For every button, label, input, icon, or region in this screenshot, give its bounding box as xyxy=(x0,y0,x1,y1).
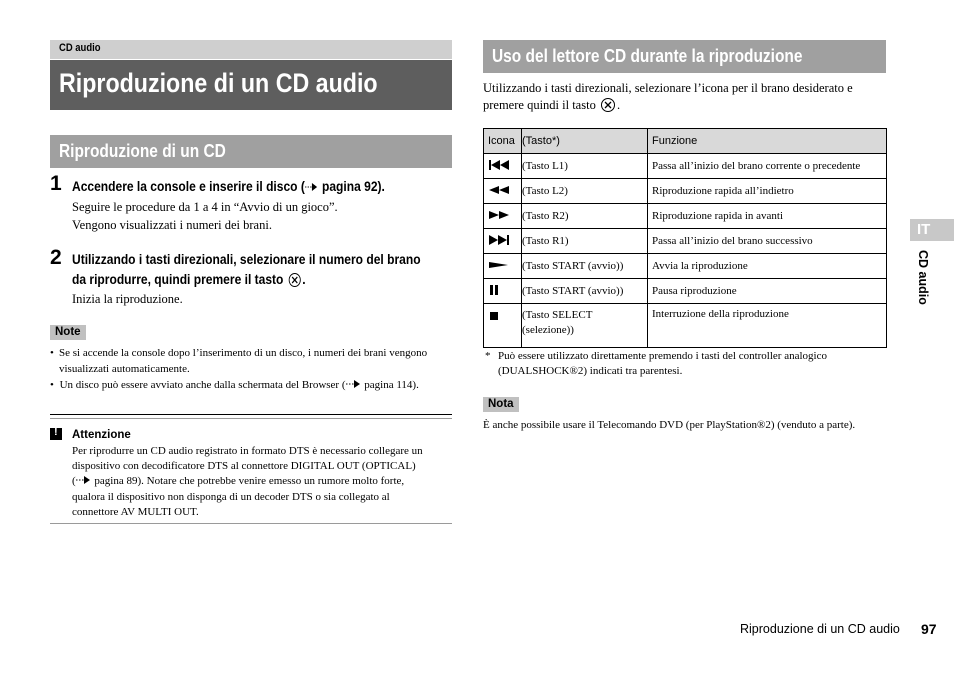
table-row xyxy=(484,204,887,229)
pause-icon xyxy=(488,287,512,299)
intro-line-1: Utilizzando i tasti direzionali, selezionare l’icona per il brano desiderato e xyxy=(483,81,853,95)
stop-icon xyxy=(488,314,512,326)
intro-end: . xyxy=(616,98,621,112)
play-icon xyxy=(488,262,512,274)
note-2-page: pagina 114). xyxy=(361,379,419,391)
note-bullet: • xyxy=(50,379,54,391)
warning-icon-glyph: ! xyxy=(54,426,58,438)
right-heading-bar xyxy=(483,40,886,73)
table-cell-icon xyxy=(484,229,522,254)
language-tab-label: IT xyxy=(917,221,931,238)
nota-text: È anche possibile usare il Telecomando DVD (per PlayStation®2) (venduto a parte). xyxy=(483,419,856,431)
footnote-line-1: Può essere utilizzato direttamente premendo i tasti del controller analogico xyxy=(498,350,827,362)
table-cell-function: Passa all’inizio del brano successivo xyxy=(648,229,887,254)
table-cell-function: Riproduzione rapida in avanti xyxy=(648,204,887,229)
page-reference-arrow-icon xyxy=(305,182,319,192)
language-tab xyxy=(910,219,954,241)
page-number: 97 xyxy=(921,621,937,637)
caution-title: Attenzione xyxy=(72,429,131,441)
table-cell-icon xyxy=(484,279,522,304)
table-cell-key: (Tasto R2) xyxy=(522,204,648,229)
fast-forward-icon xyxy=(488,212,512,224)
page-reference-arrow-icon xyxy=(76,475,92,485)
section-label: CD audio xyxy=(59,42,101,54)
step-1-heading-page: pagina 92). xyxy=(318,178,385,194)
caution-line-3-paren: ( xyxy=(72,475,76,487)
caution-line-3-text: pagina 89). Notare che potrebbe venire emesso un rumore molto forte, xyxy=(91,475,405,487)
intro-line-2-text: premere quindi il tasto xyxy=(483,98,596,112)
table-cell-key: (Tasto L1) xyxy=(522,154,648,179)
section-label-bar xyxy=(50,40,452,59)
caution-top-rule-2 xyxy=(50,418,452,419)
table-row xyxy=(484,304,887,348)
caution-line-4: qualora il dispositivo non disponga di un decoder DTS o sia collegato al xyxy=(72,491,390,503)
caution-top-rule xyxy=(50,414,452,415)
caution-line-1: Per riprodurre un CD audio registrato in formato DTS è necessario collegare un xyxy=(72,445,423,457)
table-row xyxy=(484,229,887,254)
skip-forward-icon xyxy=(488,237,512,249)
table-cell-key xyxy=(522,304,648,348)
table-cell-key: (Tasto R1) xyxy=(522,229,648,254)
table-cell-key-line-2: (selezione)) xyxy=(522,324,574,336)
step-2-number: 2 xyxy=(50,246,62,269)
table-cell-icon xyxy=(484,304,522,348)
table-cell-key-line-1: (Tasto SELECT xyxy=(522,309,593,321)
cd-controls-table xyxy=(483,128,887,348)
caution-line-3 xyxy=(72,473,404,489)
header-key: (Tasto*) xyxy=(522,129,648,154)
table-row xyxy=(484,279,887,304)
step-1-line-2: Vengono visualizzati i numeri dei brani. xyxy=(72,218,272,232)
step-1-number: 1 xyxy=(50,172,62,195)
table-cell-key: (Tasto START (avvio)) xyxy=(522,279,648,304)
right-heading: Uso del lettore CD durante la riproduzione xyxy=(492,46,803,66)
header-function: Funzione xyxy=(648,129,887,154)
table-cell-icon xyxy=(484,204,522,229)
subheading: Riproduzione di un CD xyxy=(59,141,226,161)
caution-line-5: connettore AV MULTI OUT. xyxy=(72,506,199,518)
step-1-heading xyxy=(72,176,385,196)
page-title: Riproduzione di un CD audio xyxy=(59,68,378,98)
note-bullet: • xyxy=(50,347,54,359)
note-1-line-2: visualizzati automaticamente. xyxy=(59,363,190,375)
table-header-row xyxy=(484,129,887,154)
table-cell-key: (Tasto L2) xyxy=(522,179,648,204)
table-cell-icon xyxy=(484,179,522,204)
intro-line-2 xyxy=(483,96,620,114)
rewind-icon xyxy=(488,187,512,199)
table-cell-function: Passa all’inizio del brano corrente o precedente xyxy=(648,154,887,179)
caution-bottom-rule xyxy=(50,523,452,524)
cross-button-icon xyxy=(288,273,300,287)
step-1-heading-text: Accendere la console e inserire il disco ( xyxy=(72,178,305,194)
table-cell-function: Interruzione della riproduzione xyxy=(648,304,887,348)
caution-line-2: dispositivo con decodificatore DTS al connettore DIGITAL OUT (OPTICAL) xyxy=(72,460,416,472)
side-section-label: CD audio xyxy=(916,250,930,305)
footnote-mark: * xyxy=(485,350,491,362)
step-1-line-1: Seguire le procedure da 1 a 4 in “Avvio di un gioco”. xyxy=(72,200,338,214)
table-cell-key: (Tasto START (avvio)) xyxy=(522,254,648,279)
table-row xyxy=(484,154,887,179)
note-1-line-1: Se si accende la console dopo l’inserimento di un disco, i numeri dei brani vengono xyxy=(59,347,428,359)
nota-label: Nota xyxy=(483,397,519,412)
table-cell-function: Riproduzione rapida all’indietro xyxy=(648,179,887,204)
footer-title: Riproduzione di un CD audio xyxy=(740,622,900,636)
page-title-bar xyxy=(50,60,452,110)
step-2-heading-line-1: Utilizzando i tasti direzionali, selezionare il numero del brano xyxy=(72,251,421,267)
note-label: Note xyxy=(50,325,86,340)
note-item-2 xyxy=(50,377,419,393)
step-2-heading-text: da riprodurre, quindi premere il tasto xyxy=(72,271,284,287)
page-reference-arrow-icon xyxy=(346,379,362,389)
table-row xyxy=(484,179,887,204)
cross-button-icon xyxy=(601,98,615,112)
header-icon: Icona xyxy=(484,129,522,154)
table-cell-function: Avvia la riproduzione xyxy=(648,254,887,279)
subheading-bar xyxy=(50,135,452,168)
table-cell-icon xyxy=(484,154,522,179)
skip-back-icon xyxy=(488,162,512,174)
note-item-1 xyxy=(50,345,428,361)
step-2-heading-end: . xyxy=(302,271,306,287)
step-2-line-1: Inizia la riproduzione. xyxy=(72,292,183,306)
table-cell-function: Pausa riproduzione xyxy=(648,279,887,304)
step-2-heading-line-2 xyxy=(72,269,306,289)
footnote-line-2: (DUALSHOCK®2) indicati tra parentesi. xyxy=(498,365,683,377)
table-cell-icon xyxy=(484,254,522,279)
warning-icon xyxy=(50,428,62,440)
note-2-text: Un disco può essere avviato anche dalla schermata del Browser ( xyxy=(59,379,346,391)
table-row xyxy=(484,254,887,279)
